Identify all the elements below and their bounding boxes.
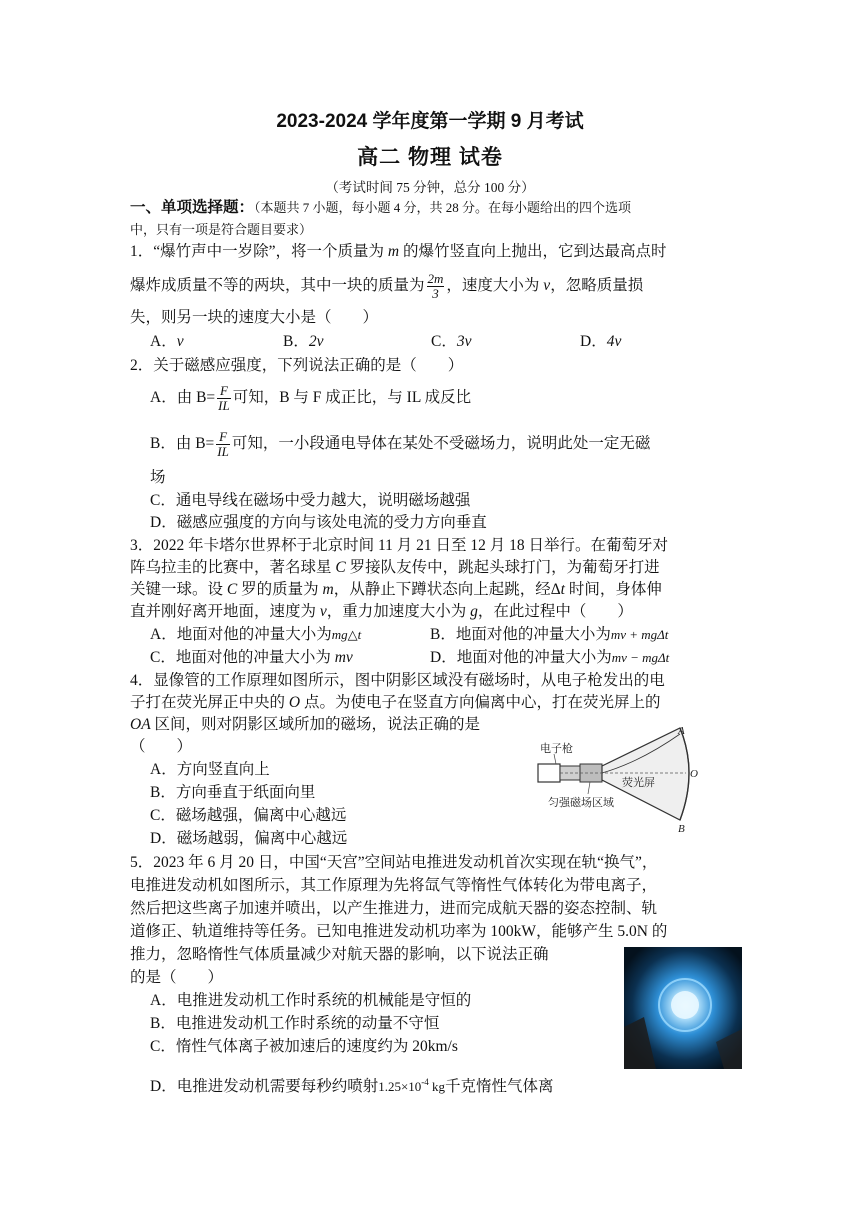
q5-option-a[interactable]: A．电推进发动机工作时系统的机械能是守恒的 — [150, 992, 472, 1009]
q5-line1: 5．2023 年 6 月 20 日，中国“天宫”空间站电推进发动机首次实现在轨“换气”， — [130, 854, 658, 871]
label-magnetic-region: 匀强磁场区域 — [548, 797, 614, 809]
q4-line1: 4．显像管的工作原理如图所示，图中阴影区域没有磁场时，从电子枪发出的电 — [130, 672, 665, 689]
q4-line3: OA 区间，则对阴影区域所加的磁场，说法正确的是 — [130, 716, 481, 733]
q1-option-d[interactable]: D．4v — [580, 333, 622, 350]
q3-line3: 关键一球。设 C 罗的质量为 m，从静止下蹲状态向上起跳，经Δt 时间，身体伸 — [130, 581, 662, 598]
q2-option-c[interactable]: C．通电导线在磁场中受力越大，说明磁场越强 — [150, 492, 471, 509]
q1-option-c[interactable]: C．3v — [431, 333, 472, 350]
q1-line1: 1．“爆竹声中一岁除”，将一个质量为 m 的爆竹竖直向上抛出，它到达最高点时 — [130, 243, 667, 260]
crt-diagram — [530, 722, 720, 840]
q2-stem: 2．关于磁感应强度，下列说法正确的是（ ） — [130, 357, 464, 374]
label-A: A — [678, 725, 685, 737]
q5-line5: 推力，忽略惰性气体质量减少对航天器的影响，以下说法正确 — [130, 946, 549, 963]
q1-line2: 爆炸成质量不等的两块，其中一块的质量为 $\frac{2m}{3}$ ，速度大小为 v，忽略质量损 — [130, 271, 644, 301]
ion-thruster-photo — [624, 947, 742, 1069]
gun-body — [538, 764, 560, 782]
q3-option-a[interactable]: A．地面对他的冲量大小为mg△t — [150, 626, 362, 643]
q5-line2: 电推进发动机如图所示，其工作原理为先将氙气等惰性气体转化为带电离子， — [130, 877, 658, 894]
label-B: B — [678, 823, 685, 835]
q2-option-d[interactable]: D．磁感应强度的方向与该处电流的受力方向垂直 — [150, 514, 487, 531]
q3-option-c[interactable]: C．地面对他的冲量大小为 mv — [150, 649, 353, 666]
q4-option-b[interactable]: B．方向垂直于纸面向里 — [150, 784, 316, 801]
q2-option-b[interactable]: B．由 B= $\frac{F}{IL}$ 可知，一小段通电导体在某处不受磁场力，说明此处一定无磁 — [150, 429, 651, 459]
q3-line2: 阵乌拉圭的比赛中，著名球星 C 罗接队友传中，跳起头球打门，为葡萄牙打进 — [130, 559, 660, 576]
section-instructions-1: （本题共 7 小题，每小题 4 分，共 28 分。在每小题给出的四个选项 — [254, 200, 632, 215]
q5-line6: 的是（ ） — [130, 969, 224, 986]
q3-line1: 3．2022 年卡塔尔世界杯于北京时间 11 月 21 日至 12 月 18 日举行。在葡萄牙对 — [130, 537, 669, 554]
q3-option-d[interactable]: D．地面对他的冲量大小为mv − mgΔt — [430, 649, 670, 666]
q5-option-c[interactable]: C．惰性气体离子被加速后的速度约为 20km/s — [150, 1038, 458, 1055]
q1-option-a[interactable]: A．v — [150, 333, 184, 350]
q5-option-d[interactable]: D．电推进发动机需要每秒约喷射$1.25\times 10^{-4}$ kg千克惰性气体离 — [150, 1077, 554, 1096]
q4-line2: 子打在荧光屏正中央的 O 点。为使电子在竖直方向偏离中心，打在荧光屏上的 — [130, 694, 661, 711]
exam-subtitle: 高二 物理 试卷 — [357, 146, 503, 169]
q3-option-b[interactable]: B．地面对他的冲量大小为mv + mgΔt — [430, 626, 669, 643]
q2-option-b-cont: 场 — [150, 469, 166, 486]
q3-line4: 直并刚好离开地面，速度为 v，重力加速度大小为 g，在此过程中（ ） — [130, 603, 633, 620]
label-electron-gun: 电子枪 — [540, 743, 573, 755]
q4-option-c[interactable]: C．磁场越强，偏离中心越远 — [150, 807, 347, 824]
q2-option-a[interactable]: A．由 B= $\frac{F}{IL}$ 可知，B 与 F 成正比，与 IL 成反比 — [150, 383, 472, 413]
q5-option-b[interactable]: B．电推进发动机工作时系统的动量不守恒 — [150, 1015, 440, 1032]
label-screen: 荧光屏 — [622, 777, 655, 789]
q4-line4: （ ） — [130, 738, 193, 755]
exam-title: 2023-2024 学年度第一学期 9 月考试 — [276, 111, 584, 132]
exam-info: （考试时间 75 分钟，总分 100 分） — [325, 180, 535, 195]
q1-line3: 失，则另一块的速度大小是（ ） — [130, 309, 379, 326]
q1-option-b[interactable]: B．2v — [283, 333, 324, 350]
section-heading: 一、单项选择题： — [130, 199, 255, 216]
section-heading-line — [130, 198, 631, 218]
q4-option-a[interactable]: A．方向竖直向上 — [150, 761, 270, 778]
section-instructions-2: 中，只有一项是符合题目要求） — [130, 222, 313, 237]
q1-fraction: $\frac{2m}{3}$ — [427, 271, 444, 301]
q5-line4: 道修正、轨道维持等任务。已知电推进发动机功率为 100kW，能够产生 5.0N 的 — [130, 923, 668, 940]
label-O: O — [690, 768, 698, 780]
q5-line3: 然后把这些离子加速并喷出，以产生推进力，进而完成航天器的姿态控制、轨 — [130, 900, 658, 917]
q4-option-d[interactable]: D．磁场越弱，偏离中心越远 — [150, 830, 348, 847]
tube-funnel — [602, 728, 689, 820]
